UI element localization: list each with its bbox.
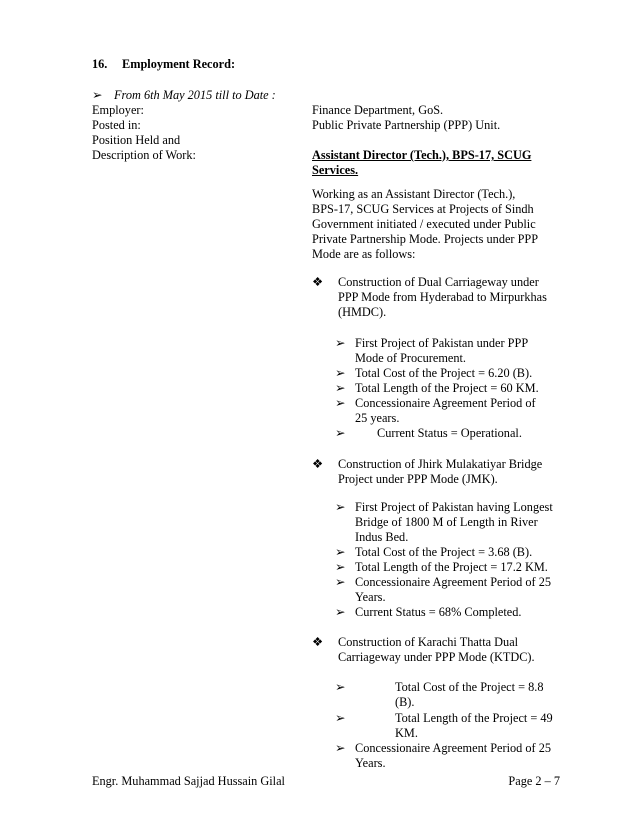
bullet-line: Bridge of 1800 M of Length in River [355,515,538,529]
description-line: BPS-17, SCUG Services at Projects of Sindh [312,202,534,216]
position-value-line-1: Assistant Director (Tech.), BPS-17, SCUG [312,148,532,162]
work-description [312,187,562,262]
section-title: Employment Record: [122,57,236,71]
arrow-bullet-icon: ➢ [335,381,346,395]
project-title-line: Carriageway under PPP Mode (KTDC). [338,650,535,664]
arrow-bullet-icon: ➢ [335,500,346,514]
project-bullet [335,605,565,620]
arrow-bullet-icon: ➢ [335,605,346,619]
employment-period [92,88,276,103]
arrow-bullet-icon: ➢ [335,680,346,694]
arrow-bullet-icon: ➢ [92,88,103,102]
bullet-line: Current Status = 68% Completed. [355,605,522,619]
project-title-line: Project under PPP Mode (JMK). [338,472,498,486]
footer-page-number: Page 2 – 7 [508,774,560,788]
bullet-line: Current Status = Operational. [377,426,522,440]
arrow-bullet-icon: ➢ [335,336,346,350]
bullet-line: Concessionaire Agreement Period of [355,396,536,410]
bullet-line: Years. [355,756,386,770]
bullet-line: Total Length of the Project = 17.2 KM. [355,560,548,574]
project-bullet [335,711,565,741]
bullet-line: Concessionaire Agreement Period of 25 [355,741,552,755]
description-line: Working as an Assistant Director (Tech.), [312,187,516,201]
project-bullet [335,545,565,560]
arrow-bullet-icon: ➢ [335,560,346,574]
footer-author: Engr. Muhammad Sajjad Hussain Gilal [92,774,285,788]
project-bullet [335,575,565,605]
arrow-bullet-icon: ➢ [335,366,346,380]
arrow-bullet-icon: ➢ [335,545,346,559]
project-bullet [335,336,565,366]
bullet-line: Total Length of the Project = 49 [395,711,553,725]
bullet-line: Total Cost of the Project = 6.20 (B). [355,366,533,380]
project-bullet [335,366,565,381]
posted-value: Public Private Partnership (PPP) Unit. [312,118,501,132]
description-line: Private Partnership Mode. Projects under PPP [312,232,539,246]
section-heading [92,57,235,72]
bullet-line: First Project of Pakistan under PPP [355,336,529,350]
arrow-bullet-icon: ➢ [335,426,346,440]
project-ktdc [312,635,562,665]
posted-label: Posted in: [92,118,141,132]
bullet-line: Mode of Procurement. [355,351,466,365]
employer-value: Finance Department, GoS. [312,103,444,117]
bullet-line: 25 years. [355,411,400,425]
project-bullet [335,560,565,575]
project-bullet [335,396,565,426]
bullet-line: Concessionaire Agreement Period of 25 [355,575,552,589]
project-jmk [312,457,562,487]
project-title-line: (HMDC). [338,305,387,319]
bullet-line: KM. [395,726,418,740]
bullet-line: Years. [355,590,386,604]
bullet-line: First Project of Pakistan having Longest [355,500,553,514]
arrow-bullet-icon: ➢ [335,575,346,589]
project-bullet [335,500,565,545]
bullet-line: Total Cost of the Project = 3.68 (B). [355,545,533,559]
bullet-line: Total Cost of the Project = 8.8 [395,680,544,694]
position-value-line-2: Services. [312,163,359,177]
arrow-bullet-icon: ➢ [335,741,346,755]
bullet-line: (B). [395,695,415,709]
employer-label: Employer: [92,103,144,117]
project-title-line: Construction of Jhirk Mulakatiyar Bridge [338,457,543,471]
project-title-line: PPP Mode from Hyderabad to Mirpurkhas [338,290,547,304]
project-bullet [335,741,565,771]
period-text: From 6th May 2015 till to Date : [114,88,276,102]
section-number: 16. [92,57,108,71]
position-label-line-1: Position Held and [92,133,181,147]
arrow-bullet-icon: ➢ [335,396,346,410]
bullet-line: Indus Bed. [355,530,409,544]
project-hmdc [312,275,562,320]
project-title-line: Construction of Dual Carriageway under [338,275,539,289]
position-label-line-2: Description of Work: [92,148,196,162]
diamond-bullet-icon: ❖ [312,635,324,649]
arrow-bullet-icon: ➢ [335,711,346,725]
diamond-bullet-icon: ❖ [312,275,324,289]
project-bullet [335,381,565,396]
diamond-bullet-icon: ❖ [312,457,324,471]
project-bullet [335,680,565,710]
project-bullet [335,426,565,441]
description-line: Mode are as follows: [312,247,416,261]
bullet-line: Total Length of the Project = 60 KM. [355,381,539,395]
description-line: Government initiated / executed under Public [312,217,536,231]
project-title-line: Construction of Karachi Thatta Dual [338,635,519,649]
